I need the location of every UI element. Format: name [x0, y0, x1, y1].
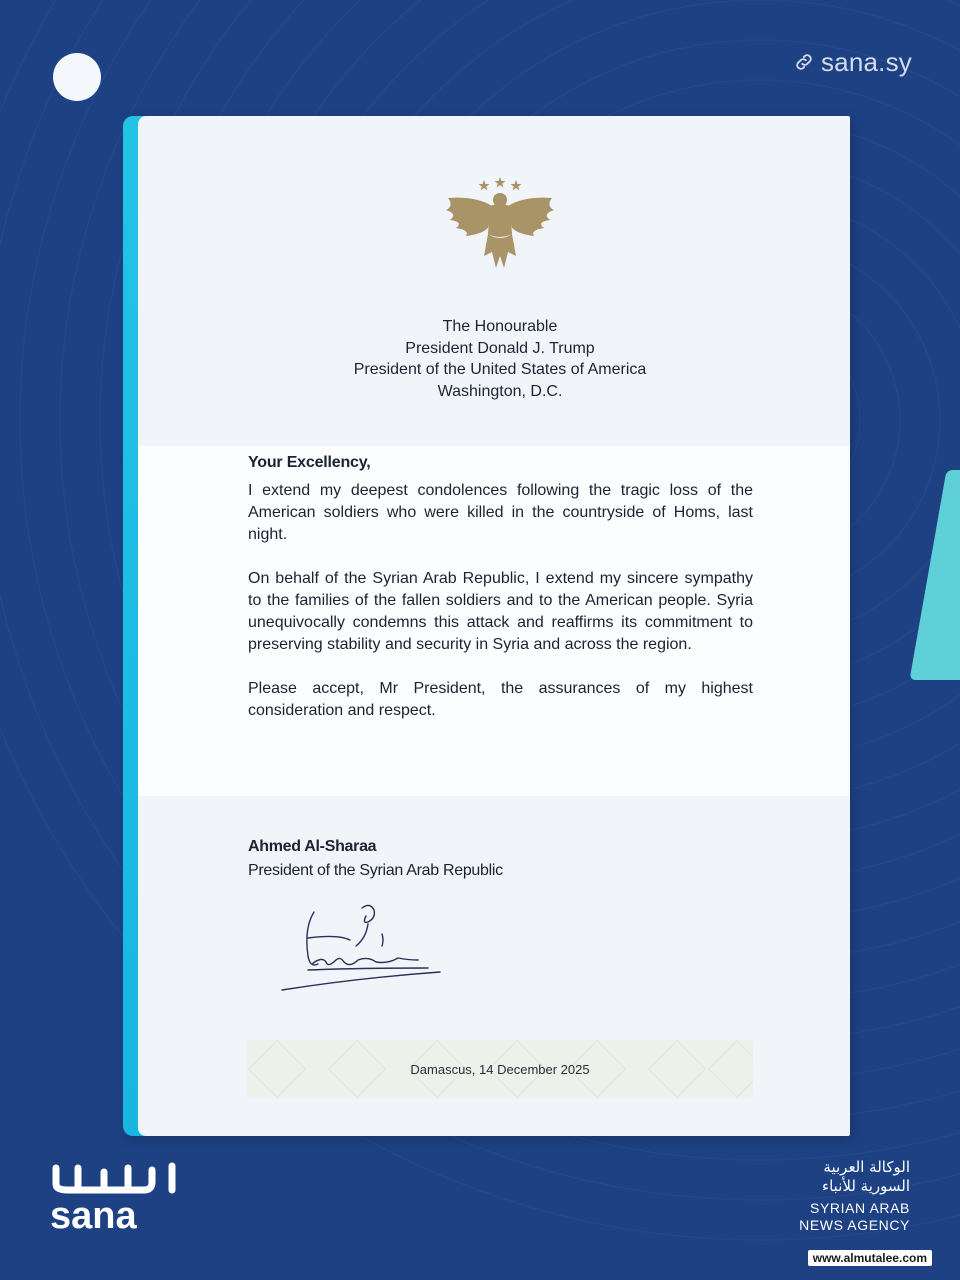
agency-name [799, 1158, 910, 1234]
watermark: www.almutalee.com [808, 1250, 932, 1266]
addressee-line: Washington, D.C. [437, 382, 563, 400]
addressee-line: President Donald J. Trump [405, 339, 595, 357]
salutation: Your Excellency, [248, 454, 371, 471]
signatory-name: Ahmed Al-Sharaa [248, 838, 377, 855]
link-icon [793, 51, 815, 73]
letter-paper [138, 116, 850, 1136]
agency-arabic-line: السورية للأنباء [822, 1177, 910, 1195]
addressee-line: The Honourable [442, 318, 558, 335]
sana-logo [48, 1158, 188, 1234]
addressee-block [138, 316, 850, 402]
signatory-block [248, 838, 503, 880]
decorative-dot [53, 53, 101, 101]
paragraph: Please accept, Mr President, the assurances of my highest consideration and respect. [248, 680, 753, 719]
addressee-line: President of the United States of America [353, 361, 647, 378]
date-strip [247, 1040, 753, 1098]
site-link[interactable] [793, 44, 912, 80]
date-line: Damascus, 14 December 2025 [410, 1061, 590, 1077]
agency-english-line: NEWS AGENCY [799, 1217, 910, 1233]
handwritten-signature [278, 898, 448, 998]
letter-body [248, 452, 753, 744]
eagle-emblem-icon [442, 176, 558, 272]
paragraph: On behalf of the Syrian Arab Republic, I extend my sincere sympathy to the families of the fallen soldiers and to the American people. Syria unequivocally condemns this attack and reaffirms its commitment to preserving stability and security in Syria and across the region. [248, 570, 753, 653]
site-link-text: sana.sy [820, 46, 912, 77]
logo-latin-text: sana [50, 1195, 137, 1234]
agency-arabic-line: الوكالة العربية [823, 1158, 910, 1176]
signatory-title: President of the Syrian Arab Republic [248, 862, 503, 879]
paragraph: I extend my deepest condolences following the tragic loss of the American soldiers who were killed in the countryside of Homs, last night. [248, 482, 753, 543]
agency-english-line: SYRIAN ARAB [810, 1200, 910, 1216]
